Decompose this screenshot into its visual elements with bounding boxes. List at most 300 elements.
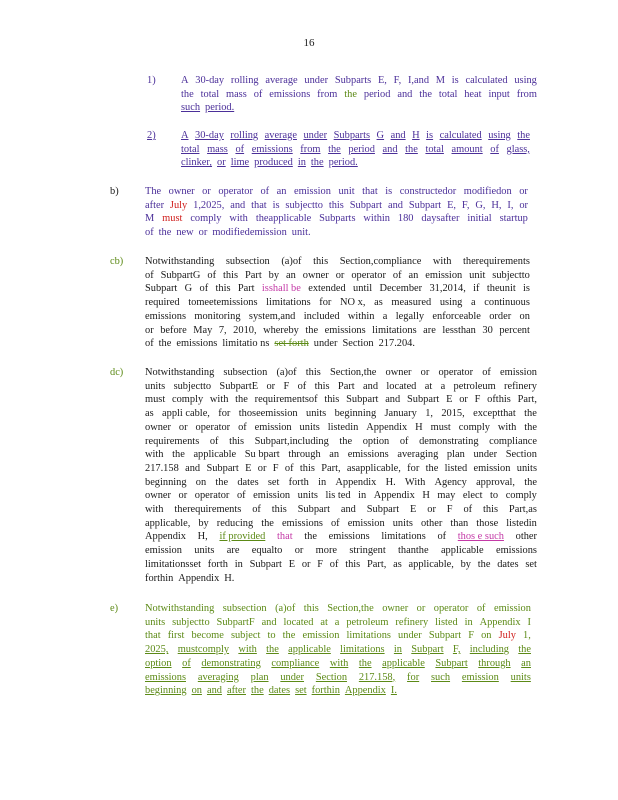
word: emissions <box>324 324 366 336</box>
text-line <box>181 129 530 143</box>
text-line <box>145 503 537 517</box>
word: emissions <box>495 545 537 557</box>
word: as <box>374 297 383 309</box>
word: with <box>238 644 257 656</box>
word: initial <box>467 213 492 225</box>
word: of <box>145 338 154 350</box>
word: extended <box>308 283 346 295</box>
word: Part,as <box>508 504 537 515</box>
word: applicable <box>382 657 425 669</box>
word: included <box>303 310 340 322</box>
word: the <box>158 227 172 239</box>
word: of <box>253 88 263 100</box>
word: the <box>251 685 264 697</box>
text-line <box>181 143 530 157</box>
word: an <box>329 449 340 461</box>
word: Section,the <box>327 603 374 614</box>
word: emissions <box>281 517 323 529</box>
word: the <box>215 476 229 488</box>
word: 1,2025, <box>193 199 225 211</box>
word: applicable <box>288 644 331 656</box>
word: asapplicable, <box>346 462 401 474</box>
word: the <box>261 517 274 529</box>
text-line <box>145 684 531 698</box>
word: that <box>362 186 378 197</box>
word: I, <box>507 199 514 211</box>
word: Subpart <box>297 504 330 515</box>
word: and <box>206 685 222 697</box>
word: from <box>300 143 321 155</box>
word: a <box>382 310 388 322</box>
word: an <box>521 657 531 669</box>
word: I <box>527 616 531 628</box>
text-line <box>145 310 530 324</box>
word: of <box>392 269 402 281</box>
word: or <box>178 490 188 502</box>
word: Part, <box>517 394 537 406</box>
word: calculated <box>465 75 508 86</box>
word: owner <box>145 421 171 433</box>
word: set <box>525 558 537 570</box>
word: through <box>288 449 321 461</box>
word: in <box>297 157 306 169</box>
word: on <box>519 310 530 322</box>
word: listedin <box>506 517 537 529</box>
word: emission <box>500 367 537 378</box>
word: using <box>514 75 537 86</box>
word: the <box>282 630 296 642</box>
word: limitations <box>340 644 385 656</box>
word: is <box>451 75 459 86</box>
word: lis ted <box>325 490 351 502</box>
word: therequirements <box>174 504 242 515</box>
word: after <box>145 199 165 211</box>
word: other <box>515 531 537 543</box>
word: the <box>518 644 531 656</box>
word: first <box>167 630 185 642</box>
word: and <box>363 380 379 392</box>
word: is <box>426 130 434 141</box>
word: this <box>314 380 330 392</box>
page-number: 16 <box>303 37 315 49</box>
word: at <box>424 380 433 392</box>
word: emissions <box>347 449 389 461</box>
word: operator <box>195 421 231 433</box>
paragraph-marker: 2) <box>147 130 156 141</box>
word: for <box>407 462 420 474</box>
word: July <box>498 630 516 642</box>
word: mass <box>207 143 228 155</box>
word: subsection <box>223 367 268 378</box>
word: applicable, <box>145 517 191 529</box>
word: refinery <box>504 380 537 392</box>
word: May <box>193 324 213 336</box>
word: 31,2014, <box>429 283 466 295</box>
word: under <box>313 338 338 350</box>
word: rolling <box>230 75 259 86</box>
word: Appendix <box>344 685 386 697</box>
word: must <box>430 421 451 433</box>
word: or <box>519 199 528 211</box>
word: forth <box>288 476 309 488</box>
word: in <box>318 476 327 488</box>
word: period. <box>205 102 235 114</box>
word: on <box>191 685 202 697</box>
word: E <box>245 462 252 474</box>
word: the <box>158 338 172 350</box>
word: from <box>516 88 537 100</box>
word: units <box>306 408 327 420</box>
word: of <box>437 531 447 543</box>
word: Subparts <box>333 130 371 141</box>
word: H <box>415 421 423 433</box>
word: and <box>397 88 413 100</box>
word: by <box>460 558 471 570</box>
word: emissions <box>145 671 186 683</box>
word: with <box>497 421 517 433</box>
word: set forth <box>274 338 309 350</box>
word: that <box>251 199 267 211</box>
word: Subpart <box>435 657 468 669</box>
word: emissions <box>251 143 293 155</box>
text-line <box>145 185 528 199</box>
text-line <box>181 74 537 88</box>
word: E <box>446 394 453 406</box>
word: F, <box>393 75 402 86</box>
word: if <box>473 283 480 295</box>
word: of <box>238 421 247 433</box>
word: of <box>235 143 245 155</box>
word: comply <box>190 213 222 225</box>
text-line <box>145 602 531 616</box>
word: forth <box>207 558 228 570</box>
word: or <box>257 462 267 474</box>
word: with <box>432 256 452 267</box>
word: Section <box>315 671 348 683</box>
text-line <box>145 671 531 685</box>
word: approval, <box>476 476 516 488</box>
word: with <box>229 213 248 225</box>
word: average <box>264 130 297 141</box>
word: through <box>478 657 511 669</box>
word: petroleum <box>453 380 496 392</box>
word: beginning <box>334 408 377 420</box>
word: Part <box>244 269 262 281</box>
word: or <box>178 421 188 433</box>
word: the <box>266 644 279 656</box>
word: or <box>266 380 276 392</box>
word: 217.158, <box>358 671 396 683</box>
word: total <box>438 88 458 100</box>
word: this <box>271 504 287 515</box>
word: within <box>347 310 375 322</box>
word: of <box>482 367 491 378</box>
word: under <box>280 671 305 683</box>
word: produced <box>254 157 293 169</box>
word: comply <box>505 490 537 502</box>
word: or <box>301 558 311 570</box>
word: until <box>353 283 373 295</box>
word: Agency <box>434 476 467 488</box>
word: the <box>405 143 418 155</box>
word: glass, <box>506 143 530 155</box>
word: average <box>265 75 298 86</box>
word: and <box>385 394 401 406</box>
text-line <box>181 101 537 115</box>
word: listed <box>444 462 468 474</box>
word: mass <box>225 88 247 100</box>
word: calculated <box>439 130 482 141</box>
word: to <box>267 630 276 642</box>
word: under <box>398 630 422 642</box>
word: monitoring <box>194 310 241 322</box>
word: theapplicable <box>255 213 312 225</box>
text-line <box>145 489 537 503</box>
word: dates <box>268 685 291 697</box>
word: emission <box>347 517 385 529</box>
word: Subpart <box>249 558 282 570</box>
word: thos e such <box>457 531 504 543</box>
text-line <box>145 255 530 269</box>
word: emission <box>293 186 331 197</box>
word: for <box>407 671 420 683</box>
word: H. <box>224 572 235 584</box>
text-line <box>145 558 537 572</box>
text-line <box>145 629 531 643</box>
word: G, <box>475 199 486 211</box>
word: subjectto <box>492 269 530 281</box>
word: limitations <box>346 630 391 642</box>
word: period <box>363 88 391 100</box>
word: 1, <box>523 630 531 642</box>
word: this <box>223 269 239 281</box>
word: with <box>329 657 349 669</box>
word: located <box>386 380 417 392</box>
word: the <box>344 88 357 100</box>
word: comply <box>458 421 490 433</box>
word: owner <box>302 269 329 281</box>
word: total <box>181 143 200 155</box>
word: under <box>304 75 329 86</box>
word: this <box>324 394 340 406</box>
word: G <box>184 283 193 295</box>
word: this <box>313 256 329 267</box>
word: E <box>410 504 417 515</box>
word: Section,the <box>329 367 377 378</box>
word: F, <box>452 644 461 656</box>
word: 217.158 <box>145 462 179 474</box>
word: 2025, <box>145 644 169 656</box>
word: Section,compliance <box>339 256 422 267</box>
word: compliance <box>271 657 320 669</box>
word: or <box>416 603 426 614</box>
word: requirements <box>145 435 200 447</box>
word: theunit <box>486 283 516 295</box>
word: subjectto <box>285 199 323 211</box>
word: emission <box>461 671 499 683</box>
text-line <box>145 324 530 338</box>
word: period <box>348 143 375 155</box>
word: of <box>209 435 219 447</box>
word: dates <box>237 476 259 488</box>
word: total <box>200 88 220 100</box>
word: heat <box>464 88 482 100</box>
word: E <box>288 558 296 570</box>
word: H <box>412 130 420 141</box>
word: or <box>427 504 436 515</box>
word: subsection <box>222 603 267 614</box>
word: appli cable, <box>162 408 210 420</box>
word: of <box>476 603 486 614</box>
word: or <box>145 324 154 336</box>
text-line <box>181 88 537 102</box>
word: units <box>145 380 166 392</box>
word: operator <box>194 490 230 502</box>
word: December <box>379 283 423 295</box>
word: at <box>320 616 328 628</box>
word: emission <box>473 462 511 474</box>
word: limitations <box>266 297 311 309</box>
word: H <box>422 490 430 502</box>
word: of <box>236 490 246 502</box>
word: of <box>182 657 191 669</box>
text-line <box>145 393 537 407</box>
word: thanthe <box>398 545 429 557</box>
word: Su bpart <box>244 449 280 461</box>
word: emission <box>254 421 292 433</box>
word: must <box>145 394 166 406</box>
paragraph-marker: cb) <box>110 256 124 267</box>
word: Part, <box>366 558 387 570</box>
word: Part <box>337 380 355 392</box>
word: petroleum <box>346 616 389 628</box>
word: is <box>385 186 393 197</box>
word: emissions <box>269 88 311 100</box>
word: Appendix <box>373 490 415 502</box>
word: With <box>404 476 426 488</box>
word: become <box>191 630 224 642</box>
word: modifiedon <box>463 186 512 197</box>
word: Subpart <box>346 394 379 406</box>
word: under <box>303 130 328 141</box>
word: the <box>524 408 537 420</box>
text-line <box>145 199 528 213</box>
word: emissions <box>328 531 370 543</box>
word: this <box>305 367 321 378</box>
word: exceptthat <box>473 408 516 420</box>
word: the <box>358 657 372 669</box>
word: this <box>215 283 231 295</box>
word: with <box>145 504 164 515</box>
word: the <box>477 558 491 570</box>
word: emission <box>253 490 291 502</box>
word: this <box>229 435 245 447</box>
word: emissions <box>176 338 218 350</box>
word: in <box>358 490 367 502</box>
word: units <box>516 462 537 474</box>
word: a <box>334 616 340 628</box>
word: operator <box>351 269 386 281</box>
word: this <box>303 603 319 614</box>
word: of <box>463 504 473 515</box>
word: of <box>145 269 154 281</box>
word: 30-day <box>195 130 224 141</box>
word: plan <box>250 671 269 683</box>
word: Subparts <box>319 213 356 225</box>
word: clinker, <box>181 157 213 169</box>
word: applicable <box>440 545 484 557</box>
word: whereby <box>263 324 299 336</box>
word: 7, <box>218 324 227 336</box>
word: of <box>490 143 499 155</box>
word: those <box>476 517 499 529</box>
word: located <box>283 616 314 628</box>
word: of <box>297 380 307 392</box>
word: within <box>363 213 390 225</box>
word: option <box>362 435 390 447</box>
word: required <box>145 297 180 309</box>
word: or <box>519 186 528 197</box>
word: new <box>176 227 194 239</box>
word: F <box>446 504 453 515</box>
word: are <box>423 324 436 336</box>
word: operator <box>433 603 469 614</box>
word: and <box>230 199 246 211</box>
word: E, <box>377 75 387 86</box>
word: Notwithstanding <box>145 256 215 267</box>
word: for <box>218 408 231 420</box>
word: isshall be <box>261 283 301 295</box>
word: must <box>162 213 183 225</box>
word: total <box>425 143 444 155</box>
word: before <box>160 324 187 336</box>
word: or <box>420 367 430 378</box>
word: owner <box>385 367 412 378</box>
word: the <box>517 130 530 141</box>
word: as <box>393 558 402 570</box>
text-line <box>145 282 530 296</box>
word: the <box>339 435 353 447</box>
word: plan <box>446 449 465 461</box>
word: are <box>226 545 240 557</box>
word: F <box>468 630 475 642</box>
text-line <box>145 435 537 449</box>
word: is <box>272 199 280 211</box>
word: to <box>490 490 499 502</box>
word: Notwithstanding <box>145 367 215 378</box>
word: Part <box>237 283 255 295</box>
word: subject <box>230 630 261 642</box>
word: subjectto <box>173 380 212 392</box>
word: with <box>145 449 164 461</box>
word: I,and <box>407 75 430 86</box>
word: this <box>345 558 361 570</box>
word: F, <box>461 199 470 211</box>
word: therequirements <box>462 256 530 267</box>
word: by <box>268 269 280 281</box>
word: the <box>305 324 319 336</box>
word: the <box>524 476 537 488</box>
word: Subpart <box>206 462 239 474</box>
word: lessthan <box>442 324 476 336</box>
word: measured <box>391 297 432 309</box>
text-line <box>145 476 537 490</box>
word: equalto <box>251 545 283 557</box>
word: applicable <box>193 449 237 461</box>
word: input <box>488 88 510 100</box>
word: such <box>431 671 451 683</box>
word: and <box>340 504 356 515</box>
